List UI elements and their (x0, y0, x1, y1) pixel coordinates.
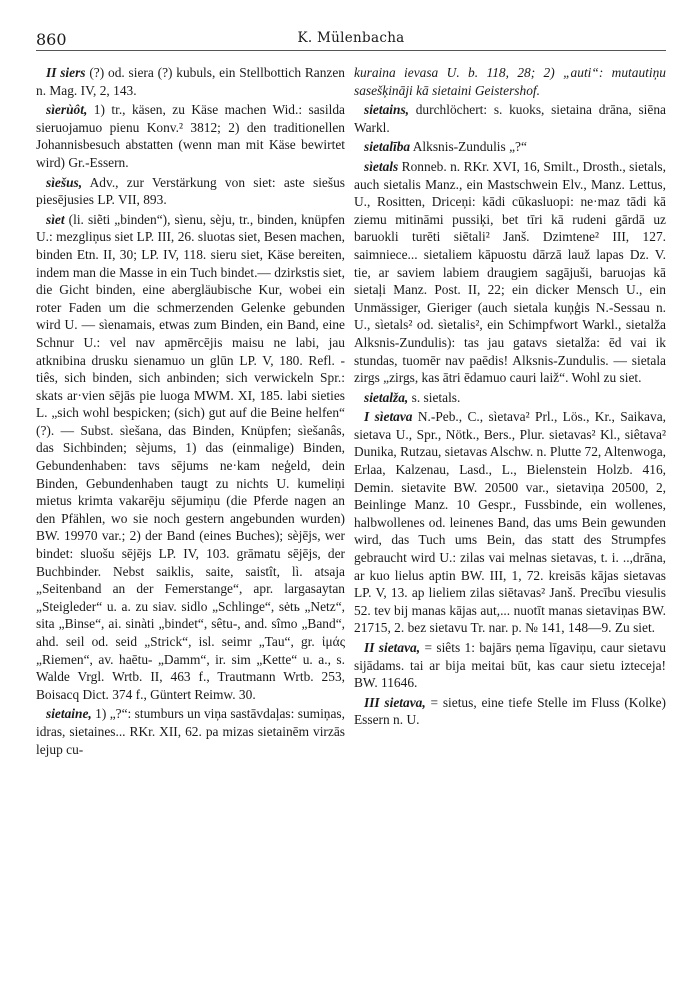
entry-body: Adv., zur Verstärkung von siet: aste siešus piesējusies LP. VII, 893. (36, 174, 345, 208)
dictionary-entry (36, 211, 345, 704)
entry-headword: II siers (46, 65, 86, 80)
entry-headword: sìerùôt, (46, 102, 88, 118)
page-header (36, 28, 666, 51)
right-column (354, 64, 666, 731)
dictionary-entry (36, 64, 345, 99)
entry-body: 1) tr., käsen, zu Käse machen Wid.: sasilda sieruojamuo pienu Konv.² 3812; 2) den traditionellen Johannisbesuch abstatten (wenn man mit Käse bewirtet wird) Gr.-Essern. (36, 102, 345, 170)
entry-body: (li. siẽti „binden“), sìenu, sèju, tr., binden, knüpfen U.: mezgliņus siet LP. III, 26. sluotas siet, Besen machen, binden Etn. II, 30; LP. IV, 118. sieru siet, Käse bereiten, indem man die Masse in ein Tuch bindet.— dzirkstis siet, die Gicht binden, eine abergläubische Kur, wobei ein roter Faden um die schmerzenden Gelenke gebunden wird U. — sìenamais, etwas zum Binden, ein Band, eine Schnur U.: vel nav apmērcējis maisu ne labi, jau atknibina drusku sienamuo un glūn LP. V, 180. Refl. -tiês, sich binden, sich anbinden; sich verwickeln Spr.: skats ar·vien sējās pie luoga MWM. XI, 185. labi sieties L. „sich wohl bespicken; (sich) gut auf die Beine helfen“ (?). — Subst. sìešana, das Binden, Knüpfen; sìešanâs, das Sichbinden; sèjums, 1) das (einmalige) Binden, Gebundenhaben: tavs sējums ne·kam neģeld, dein Binden, Gebundenhaben taugt zu nichts U. kumeliņi mietus krimta vakarēju sējumiņu (die Pferde nagen an den Pfählen, wo sie noch gestern angebunden wurden) BW. 19970 var.; 2) der Band (eines Buches); sèjējs, wer bindet: sluošu sējējs LP. IV, 103. grāmatu sējējs, der Buchbinder. Nebst saiklis, saite, saistît, lì. atsaja „Seitenband an der Femerstange“, apr. largasaytan „Steigleder“ u. a. zu siav. sidlo „Schlinge“, sėtь „Netz“, sita „Binse“, ai. sinàti „bindet“, sêtu-, and. sîmo „Band“, ahd. seil od. seid „Strick“, isl. seimr „Tau“, gr. ἱμάς „Riemen“, av. haētu- „Damm“, ir. sim „Kette“ u. a., s. Walde Vrgl. Wrtb. II, 463 f., Trautmann Wrtb. 253, Boisacq Dict. 374 f., Güntert Reimw. 30. (36, 211, 345, 702)
left-column (36, 64, 345, 760)
entry-headword: sìešus, (46, 174, 83, 190)
entry-body: N.-Peb., C., sìetava² Prl., Lös., Kr., Saikava, sietava U., Spr., Nötk., Bers., Plur. sietavas² Kl., siêtava² Dunika, Rutzau, sietavas Alschw. n. Plutte 72, Altenwoga, Erlaa, Kalzenau, Lasd., L., Bielenstein Holzb. 416, Demin. sietavite BW. 20500 var., sietaviņa 20500, 2, Beinlinge Manz. 10 Gespr., Fussbinde, ein wollenes, halbwollenes od. leinenes Band, das ums Bein gewunden wird, das Tuch ums Bein, das statt des Strumpfes gebraucht wird U.: zilas vai melnas sietavas, t. i. ..,drāna, ar kuo lielus aptin BW. III, 1, 72. kreisās kājas sietavas LP. V, 13. ap lieliem zilas siētavas² Janš. Precību viesulis 52. tev bij manas kājas aut,... nuotīt manas sietaviņas BW. 21715, 2. bez sietavu Tr. nar. p. № 141, 148—9. Zu siet. (354, 409, 666, 636)
entry-body: kuraina ievasa U. b. 118, 28; 2) „auti“: mutautiņu sasešķināji kā sietaini Geistershof. (354, 65, 666, 98)
dictionary-entry (354, 694, 666, 729)
dictionary-entry (354, 389, 666, 407)
entry-headword: sietains, (364, 102, 410, 118)
dictionary-entry (354, 158, 666, 387)
dictionary-entry-continuation (354, 64, 666, 99)
entry-headword: II sietava, (364, 640, 421, 655)
entry-body: = siêts 1: bajārs ņema līgaviņu, caur sietavu sijādams. tai ar bija meitai būt, kas caur sietu izteceja! BW. 11646. (354, 640, 666, 691)
entry-body: Ronneb. n. RKr. XVI, 16, Smilt., Drosth., sietals, auch sietalis Manz., ein Mastschwein Elv., Manz. Lettus, U., Rositten, Driceņi: kādi cūkasluopi: ne·maz tādi kā ziemu mitināmi pussiķi, bet tīri kā rudeni gārdā uz baruokli turēti siētali² Janš. Dzimtene² III, 127. saimniece... sietaliem kāpuostu dārzā lauž lapas Dz. V. tie, ar saviem labiem draugiem sagājuši, baruojas kā sietaļi Manz. Post. II, 22; ein dicker Mensch U., ein Unmässiger, Gieriger (auch sietala kuņģis N.-Sessau n. U., sìetals² od. sìetalis², ein Schimpfwort Warkl., sietalža Alksnis-Zundulis): tas jau gatavs sietalža: ēd vai ik stundas, tuomēr nav paēdis! Alksnis-Zundulis. — sietala zirgs „zirgs, kas ātri ēdamuo cauri laiž“. Wohl zu siet. (354, 158, 666, 386)
entry-headword: sìet (46, 211, 65, 227)
dictionary-entry (354, 101, 666, 136)
entry-body: = sietus, eine tiefe Stelle im Fluss (Kolke) Essern n. U. (354, 694, 666, 728)
page-number: 860 (36, 30, 67, 49)
entry-body: 1) „?“: stumburs un viņa sastāvdaļas: sumiņas, idras, sietaines... RKr. XII, 62. pa mizas sietainēm virzās lejup cu- (36, 706, 345, 757)
entry-body: durchlöchert: s. kuoks, sietaina drāna, siēna Warkl. (354, 102, 666, 135)
running-title: K. Mülenbacha (297, 30, 405, 46)
dictionary-entry (354, 138, 666, 156)
dictionary-entry (36, 705, 345, 758)
dictionary-entry (36, 174, 345, 209)
entry-headword: I sìetava (364, 409, 413, 425)
entry-headword: sietaine, (46, 706, 92, 722)
dictionary-entry (354, 408, 666, 637)
entry-headword: III sietava, (364, 694, 426, 710)
entry-body: Alksnis-Zundulis „?“ (412, 139, 527, 155)
dictionary-entry (36, 101, 345, 171)
entry-body: s. sietals. (411, 389, 461, 405)
entry-headword: sietalība (364, 139, 411, 155)
entry-headword: sietalža, (364, 389, 409, 405)
entry-body: (?) od. siera (?) kubuls, ein Stellbottich Ranzen n. Mag. IV, 2, 143. (36, 65, 345, 98)
dictionary-entry (354, 639, 666, 692)
entry-headword: sìetals (364, 158, 399, 174)
